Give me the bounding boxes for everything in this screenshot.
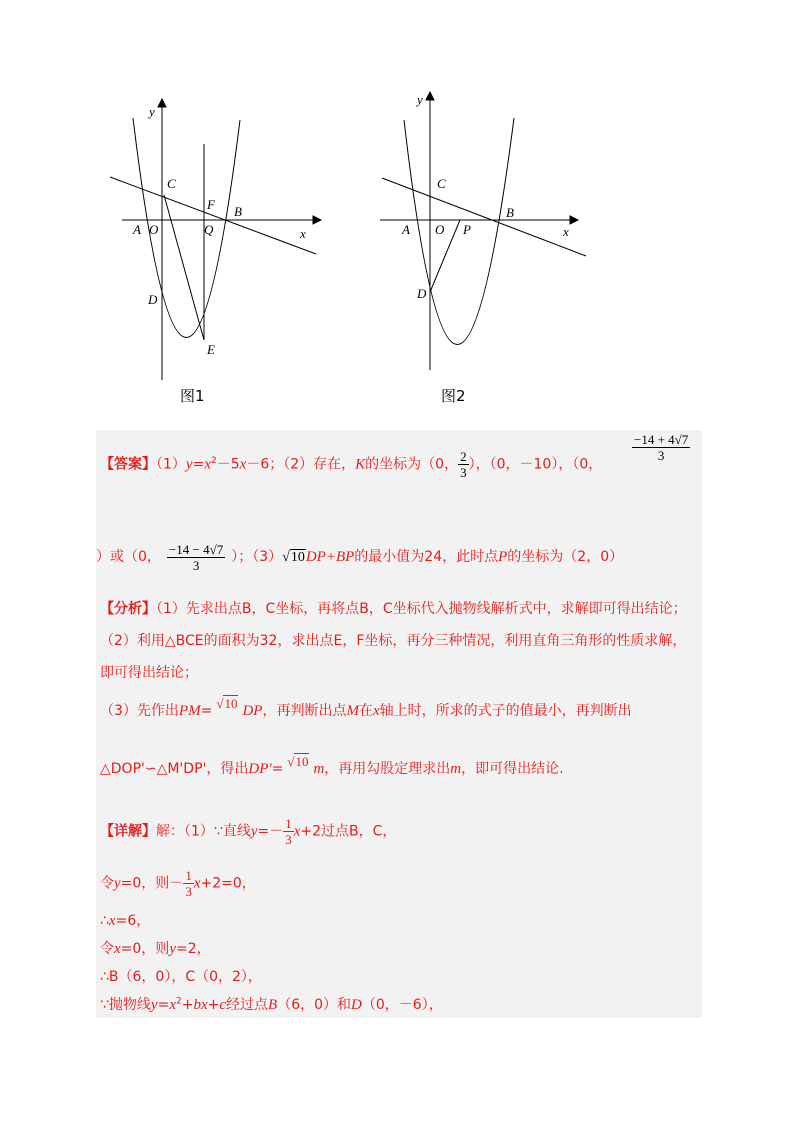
fig2-point-d: D (417, 286, 427, 301)
fig1-point-d: D (148, 292, 158, 307)
figure-1 (0, 0, 800, 430)
figures-area (0, 0, 800, 430)
fig1-line-cb (110, 177, 316, 254)
fraction-2-3: $\frac{2}{3}$ (460, 449, 467, 481)
fig2-point-c: C (437, 176, 446, 191)
detail-line-4: 令x=0，则y=2， (100, 941, 211, 957)
detail-line-3: ∴x=6， (100, 913, 151, 929)
fig2-point-b: B (506, 205, 514, 220)
fig2-y-arrow (426, 92, 434, 100)
fraction-minus: $\frac{-14 - 4√7}{3}$ (168, 541, 224, 573)
answer-line-2: ）或（0， $\frac{-14 - 4√7}{3}$ ）；（3）√10DP+BP的最小值为24，此时点P的坐标为（2，0） (96, 541, 624, 573)
detail-line-5: ∴B（6，0），C（0，2）， (100, 969, 262, 985)
fig2-x-arrow (570, 216, 578, 224)
fig1-x-arrow (313, 216, 321, 224)
answer-fraction-1: $\frac{-14 + 4√7}{3}$ (634, 432, 689, 463)
answer-line-1: 【答案】$(1)y=x^2-5x-6$；（2）存在，K的坐标为（0， $\frac{2}{3}$ ），（0，－10），（0， (100, 449, 603, 481)
fig1-y-label: y (149, 104, 155, 119)
analysis-line-1: 【分析】（1）先求出点B，C坐标，再将点B，C坐标代入抛物线解析式中，求解即可得出结论； (100, 601, 687, 617)
fig2-point-o: O (435, 222, 445, 237)
fig2-y-label: y (417, 92, 423, 107)
fig1-point-a: A (133, 222, 141, 237)
fig1-y-arrow (158, 99, 166, 107)
fig1-point-o: O (149, 222, 159, 237)
analysis-line-5: △DOP'∽△M'DP'，得出DP'= √10 m，再用勾股定理求出m，即可得出结论. (100, 754, 564, 777)
detail-line-6: ∵抛物线$y=x^2+bx+c$经过点B（6，0）和D（0，－6）， (100, 996, 443, 1013)
fig1-point-e: E (207, 342, 215, 357)
fig1-point-f: F (207, 197, 215, 212)
analysis-tag: 【分析】 (100, 601, 156, 617)
detail-line-1: 【详解】解：（1）∵直线y=－ $\frac{1}{3}$ x+2过点B，C， (100, 816, 397, 847)
fig2-x-label: x (563, 224, 569, 239)
fig1-segment-ce (164, 195, 204, 340)
fig1-point-q: Q (204, 222, 214, 237)
analysis-line-3: 即可得出结论； (100, 665, 198, 681)
fig2-point-a: A (402, 222, 410, 237)
analysis-line-2: （2）利用△BCE的面积为32，求出点E，F坐标，再分三种情况，利用直角三角形的性质求解， (100, 633, 687, 649)
analysis-line-4: （3）先作出PM= √10 DP，再判断出点M在x轴上时，所求的式子的值最小，再判断出 (100, 696, 632, 719)
fig1-x-label: x (300, 226, 306, 241)
detail-line-2: 令y=0，则－ $\frac{1}{3}$ x+2=0， (100, 868, 256, 899)
fig1-point-b: B (234, 204, 242, 219)
detail-tag: 【详解】 (100, 823, 156, 840)
sqrt-10: √10 (282, 550, 305, 565)
fig2-caption: 图2 (441, 387, 466, 405)
answer-tag: 【答案】 (100, 456, 156, 473)
solution-box (96, 430, 702, 1018)
fig1-caption: 图1 (180, 387, 205, 405)
fig2-point-p: P (463, 222, 471, 237)
fig2-parabola (404, 118, 514, 345)
fig1-point-c: C (167, 176, 176, 191)
